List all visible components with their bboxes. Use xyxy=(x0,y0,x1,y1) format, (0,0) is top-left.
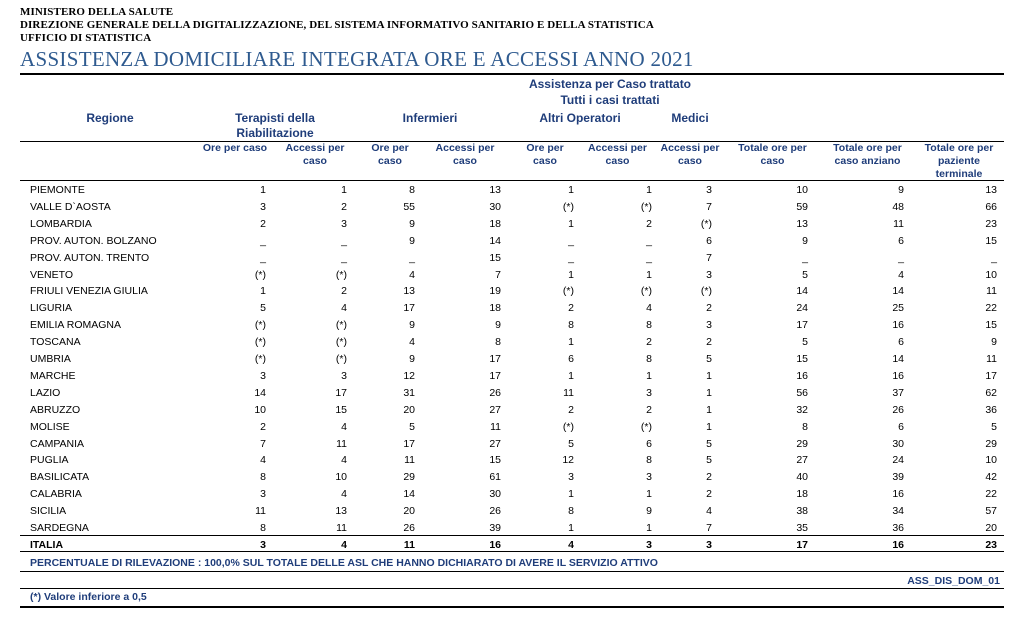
region-name: TOSCANA xyxy=(30,336,81,349)
table-cell: 26 xyxy=(403,522,415,534)
table-cell: 6 xyxy=(706,234,712,247)
table-cell: 15 xyxy=(985,319,997,332)
table-cell: 1 xyxy=(646,268,652,281)
table-cell: 10 xyxy=(985,454,997,467)
table-cell: 22 xyxy=(985,302,997,315)
table-row xyxy=(20,334,1004,351)
region-name: PROV. AUTON. TRENTO xyxy=(30,251,150,264)
table-cell: 17 xyxy=(403,302,415,315)
table-cell: 16 xyxy=(796,369,808,382)
table-row xyxy=(20,351,1004,368)
region-name: BASILICATA xyxy=(30,471,90,484)
table-cell: _ xyxy=(341,251,347,264)
table-cell: 14 xyxy=(489,234,501,247)
table-cell: 1 xyxy=(260,184,266,196)
colhead-rule xyxy=(20,180,1004,181)
table-cell: 26 xyxy=(489,505,501,518)
table-cell: 30 xyxy=(489,488,501,501)
table-cell: 17 xyxy=(796,319,808,332)
table-cell: 36 xyxy=(892,522,904,534)
table-cell: 2 xyxy=(706,471,712,484)
column-header: Ore per caso xyxy=(371,142,409,167)
table-cell: 10 xyxy=(254,403,266,416)
table-cell: 11 xyxy=(893,217,904,230)
total-rule-bottom xyxy=(20,551,1004,552)
table-cell: 5 xyxy=(568,437,574,450)
table-row xyxy=(20,267,1004,284)
group-altri: Altri Operatori xyxy=(539,111,621,125)
table-cell: 3 xyxy=(260,539,266,551)
table-cell: _ xyxy=(260,251,266,264)
table-cell: 24 xyxy=(892,454,904,467)
table-cell: 30 xyxy=(489,200,501,213)
table-cell: 7 xyxy=(706,251,712,264)
table-cell: 40 xyxy=(796,471,808,484)
table-cell: 3 xyxy=(706,268,712,281)
table-cell: 4 xyxy=(260,454,266,467)
table-cell: 17 xyxy=(985,369,997,382)
table-cell: 9 xyxy=(495,319,501,332)
table-row xyxy=(20,317,1004,334)
table-cell: 11 xyxy=(336,437,347,450)
table-cell: (*) xyxy=(335,319,347,332)
table-cell: _ xyxy=(646,234,652,247)
region-name: CALABRIA xyxy=(30,488,82,501)
table-row xyxy=(20,503,1004,520)
table-row xyxy=(20,486,1004,503)
table-cell: 11 xyxy=(490,420,501,433)
table-cell: 12 xyxy=(403,369,415,382)
region-name: FRIULI VENEZIA GIULIA xyxy=(30,285,148,298)
table-cell: 7 xyxy=(495,268,501,281)
region-name: ITALIA xyxy=(30,539,64,551)
region-name: PROV. AUTON. BOLZANO xyxy=(30,234,157,247)
table-cell: 7 xyxy=(260,437,266,450)
table-cell: 11 xyxy=(403,539,415,551)
table-row xyxy=(20,469,1004,486)
table-cell: 5 xyxy=(802,336,808,349)
table-cell: 2 xyxy=(646,217,652,230)
table-cell: 15 xyxy=(489,251,501,264)
table-cell: (*) xyxy=(562,420,574,433)
table-cell: 1 xyxy=(706,369,712,382)
table-cell: 20 xyxy=(403,403,415,416)
table-cell: 2 xyxy=(706,488,712,501)
ministry-name: MINISTERO DELLA SALUTE xyxy=(20,6,174,18)
table-cell: 14 xyxy=(892,285,904,298)
table-cell: 32 xyxy=(796,403,808,416)
table-cell: 39 xyxy=(892,471,904,484)
table-cell: 26 xyxy=(489,386,501,399)
table-cell: 1 xyxy=(568,522,574,534)
table-cell: (*) xyxy=(254,353,266,365)
table-cell: 3 xyxy=(706,184,712,196)
table-cell: 56 xyxy=(796,386,808,399)
table-cell: 1 xyxy=(568,268,574,281)
group-medici: Medici xyxy=(671,111,709,125)
table-cell: 2 xyxy=(706,336,712,349)
table-cell: 13 xyxy=(403,285,415,298)
table-cell: 13 xyxy=(489,184,501,196)
table-cell: 29 xyxy=(403,471,415,484)
table-cell: 55 xyxy=(403,200,415,213)
table-cell: 18 xyxy=(796,488,808,501)
table-cell: 8 xyxy=(260,471,266,484)
total-rule-top xyxy=(20,535,1004,536)
table-cell: 2 xyxy=(646,403,652,416)
table-cell: _ xyxy=(991,251,997,264)
column-header: Ore per caso xyxy=(526,142,564,167)
table-code: ASS_DIS_DOM_01 xyxy=(907,575,1000,587)
table-cell: 15 xyxy=(489,454,501,467)
table-cell: 8 xyxy=(646,454,652,467)
column-header: Totale ore per paziente terminale xyxy=(924,142,994,180)
table-cell: (*) xyxy=(640,285,652,298)
region-name: SARDEGNA xyxy=(30,522,89,534)
region-name: SICILIA xyxy=(30,505,67,518)
table-cell: 36 xyxy=(985,403,997,416)
table-cell: 20 xyxy=(403,505,415,518)
table-cell: 27 xyxy=(489,437,501,450)
table-cell: _ xyxy=(802,251,808,264)
table-cell: 1 xyxy=(568,488,574,501)
table-cell: 4 xyxy=(898,268,904,281)
column-header: Totale ore per caso xyxy=(738,142,807,167)
region-name: VALLE D`AOSTA xyxy=(30,200,111,213)
table-row xyxy=(20,233,1004,250)
table-cell: 17 xyxy=(403,437,415,450)
table-cell: (*) xyxy=(335,353,347,365)
table-cell: 26 xyxy=(892,403,904,416)
footnote: (*) Valore inferiore a 0,5 xyxy=(30,591,147,603)
table-cell: 8 xyxy=(646,319,652,332)
table-cell: 2 xyxy=(706,302,712,315)
table-cell: 17 xyxy=(796,539,808,551)
table-cell: _ xyxy=(568,234,574,247)
table-cell: 8 xyxy=(495,336,501,349)
group-title-1: Assistenza per Caso trattato xyxy=(528,77,692,91)
table-cell: 1 xyxy=(646,522,652,534)
table-cell: 12 xyxy=(562,454,574,467)
table-cell: (*) xyxy=(700,217,712,230)
table-cell: 16 xyxy=(892,539,904,551)
table-cell: 5 xyxy=(260,302,266,315)
table-cell: 9 xyxy=(898,184,904,196)
table-cell: 38 xyxy=(796,505,808,518)
table-cell: 2 xyxy=(341,285,347,298)
region-name: EMILIA ROMAGNA xyxy=(30,319,122,332)
region-name: LAZIO xyxy=(30,386,61,399)
table-cell: 10 xyxy=(985,268,997,281)
table-cell: 8 xyxy=(802,420,808,433)
table-cell: 16 xyxy=(892,488,904,501)
table-cell: 2 xyxy=(568,302,574,315)
table-cell: 1 xyxy=(260,285,266,298)
table-cell: (*) xyxy=(640,420,652,433)
region-name: PUGLIA xyxy=(30,454,69,467)
table-cell: 5 xyxy=(409,420,415,433)
table-cell: 8 xyxy=(260,522,266,534)
table-cell: 3 xyxy=(646,539,652,551)
table-cell: 8 xyxy=(568,319,574,332)
table-cell: 3 xyxy=(260,369,266,382)
table-cell: 14 xyxy=(892,353,904,365)
table-cell: _ xyxy=(409,251,415,264)
table-cell: 8 xyxy=(646,353,652,365)
table-cell: 22 xyxy=(985,488,997,501)
table-cell: 17 xyxy=(335,386,347,399)
column-header: Accessi per caso xyxy=(285,142,345,167)
table-cell: 2 xyxy=(260,217,266,230)
table-cell: 17 xyxy=(489,369,501,382)
table-cell: 18 xyxy=(489,302,501,315)
table-cell: 7 xyxy=(706,522,712,534)
table-cell: 1 xyxy=(568,217,574,230)
table-cell: 6 xyxy=(898,336,904,349)
table-cell: 4 xyxy=(409,336,415,349)
group-terapisti: Terapisti della Riabilitazione xyxy=(235,111,315,140)
table-row xyxy=(20,300,1004,317)
column-header: Accessi per caso xyxy=(660,142,720,167)
table-cell: 16 xyxy=(892,369,904,382)
region-name: LIGURIA xyxy=(30,302,73,315)
table-cell: 5 xyxy=(706,353,712,365)
table-cell: _ xyxy=(646,251,652,264)
footer-rule-1 xyxy=(20,571,1004,572)
table-cell: 4 xyxy=(409,268,415,281)
table-cell: 10 xyxy=(335,471,347,484)
table-cell: 11 xyxy=(336,522,347,534)
table-cell: 1 xyxy=(646,488,652,501)
table-cell: 3 xyxy=(646,386,652,399)
table-cell: 23 xyxy=(985,539,997,551)
table-cell: _ xyxy=(568,251,574,264)
table-cell: 17 xyxy=(489,353,501,365)
table-cell: 15 xyxy=(335,403,347,416)
region-name: UMBRIA xyxy=(30,353,71,365)
table-cell: 29 xyxy=(796,437,808,450)
region-name: MOLISE xyxy=(30,420,70,433)
table-cell: 4 xyxy=(341,539,347,551)
table-row xyxy=(20,283,1004,300)
table-cell: 6 xyxy=(568,353,574,365)
table-cell: (*) xyxy=(335,268,347,281)
table-cell: 6 xyxy=(898,420,904,433)
table-cell: 1 xyxy=(706,386,712,399)
table-cell: 9 xyxy=(802,234,808,247)
table-cell: 23 xyxy=(985,217,997,230)
table-cell: 7 xyxy=(706,200,712,213)
table-cell: 24 xyxy=(796,302,808,315)
table-cell: 15 xyxy=(985,234,997,247)
table-cell: 9 xyxy=(646,505,652,518)
table-cell: 1 xyxy=(706,420,712,433)
table-cell: 3 xyxy=(706,319,712,332)
table-cell: 14 xyxy=(403,488,415,501)
table-cell: 19 xyxy=(489,285,501,298)
table-cell: 4 xyxy=(341,420,347,433)
column-header: Accessi per caso xyxy=(588,142,647,167)
table-row xyxy=(20,436,1004,453)
table-cell: 14 xyxy=(796,285,808,298)
table-row xyxy=(20,452,1004,469)
group-infermieri: Infermieri xyxy=(402,111,458,125)
region-name: VENETO xyxy=(30,268,73,281)
region-name: LOMBARDIA xyxy=(30,217,92,230)
table-cell: 11 xyxy=(986,353,997,365)
table-cell: (*) xyxy=(562,285,574,298)
table-cell: 59 xyxy=(796,200,808,213)
table-row xyxy=(20,199,1004,216)
table-cell: 9 xyxy=(991,336,997,349)
table-cell: 2 xyxy=(260,420,266,433)
table-cell: 10 xyxy=(796,184,808,196)
page-title: ASSISTENZA DOMICILIARE INTEGRATA ORE E ACCESSI ANNO 2021 xyxy=(20,47,694,71)
group-title-2: Tutti i casi trattati xyxy=(560,93,660,107)
footer-rule-2 xyxy=(20,588,1004,589)
table-cell: 20 xyxy=(985,522,997,534)
table-row xyxy=(20,250,1004,267)
table-cell: 2 xyxy=(568,403,574,416)
table-cell: 9 xyxy=(409,217,415,230)
table-cell: 3 xyxy=(568,471,574,484)
table-cell: (*) xyxy=(254,319,266,332)
table-cell: 11 xyxy=(986,285,997,298)
table-cell: 11 xyxy=(563,386,574,399)
table-cell: (*) xyxy=(254,268,266,281)
table-cell: 27 xyxy=(489,403,501,416)
table-cell: 4 xyxy=(341,302,347,315)
table-cell: 4 xyxy=(341,454,347,467)
table-cell: 1 xyxy=(706,403,712,416)
table-cell: 27 xyxy=(796,454,808,467)
table-cell: 34 xyxy=(892,505,904,518)
table-cell: 3 xyxy=(260,488,266,501)
table-cell: (*) xyxy=(562,200,574,213)
table-cell: 13 xyxy=(985,184,997,196)
table-cell: 5 xyxy=(706,437,712,450)
table-cell: 13 xyxy=(796,217,808,230)
table-cell: 4 xyxy=(646,302,652,315)
column-header: Totale ore per caso anziano xyxy=(833,142,902,167)
table-row xyxy=(20,385,1004,402)
rilevazione-note: PERCENTUALE DI RILEVAZIONE : 100,0% SUL TOTALE DELLE ASL CHE HANNO DICHIARATO DI AVERE IL SERVIZIO ATTIVO xyxy=(30,557,658,569)
table-cell: 1 xyxy=(646,184,652,196)
table-cell: _ xyxy=(341,234,347,247)
region-name: MARCHE xyxy=(30,369,76,382)
table-cell: _ xyxy=(898,251,904,264)
table-cell: 3 xyxy=(341,217,347,230)
region-name: CAMPANIA xyxy=(30,437,85,450)
table-cell: 2 xyxy=(341,200,347,213)
table-cell: (*) xyxy=(700,285,712,298)
table-cell: 4 xyxy=(706,505,712,518)
table-cell: 61 xyxy=(489,471,501,484)
column-header: Ore per caso xyxy=(202,142,268,154)
table-cell: 1 xyxy=(568,184,574,196)
top-rule xyxy=(20,73,1004,75)
column-header: Accessi per caso xyxy=(435,142,495,167)
table-cell: (*) xyxy=(335,336,347,349)
table-cell: 5 xyxy=(991,420,997,433)
table-cell: 11 xyxy=(404,454,415,467)
table-cell: 5 xyxy=(802,268,808,281)
table-cell: 3 xyxy=(706,539,712,551)
table-cell: 30 xyxy=(892,437,904,450)
table-cell: (*) xyxy=(640,200,652,213)
table-cell: 29 xyxy=(985,437,997,450)
table-cell: 31 xyxy=(403,386,415,399)
table-cell: 4 xyxy=(568,539,574,551)
table-cell: 15 xyxy=(796,353,808,365)
table-cell: 4 xyxy=(341,488,347,501)
table-cell: 16 xyxy=(892,319,904,332)
table-cell: (*) xyxy=(254,336,266,349)
table-cell: 18 xyxy=(489,217,501,230)
table-cell: 6 xyxy=(898,234,904,247)
directorate-name: DIREZIONE GENERALE DELLA DIGITALIZZAZIONE, DEL SISTEMA INFORMATIVO SANITARIO E DELLA STATISTICA xyxy=(20,19,654,31)
table-cell: 8 xyxy=(409,184,415,196)
table-cell: 1 xyxy=(646,369,652,382)
table-cell: 14 xyxy=(254,386,266,399)
table-row xyxy=(20,368,1004,385)
table-cell: 9 xyxy=(409,319,415,332)
office-name: UFFICIO DI STATISTICA xyxy=(20,32,152,44)
region-name: ABRUZZO xyxy=(30,403,81,416)
table-cell: 39 xyxy=(489,522,501,534)
table-cell: 37 xyxy=(892,386,904,399)
table-cell: 62 xyxy=(985,386,997,399)
table-cell: 1 xyxy=(341,184,347,196)
table-cell: 8 xyxy=(568,505,574,518)
table-cell: 9 xyxy=(409,353,415,365)
table-cell: 25 xyxy=(892,302,904,315)
table-cell: 1 xyxy=(568,369,574,382)
table-row xyxy=(20,182,1004,199)
table-cell: 66 xyxy=(985,200,997,213)
table-cell: 3 xyxy=(260,200,266,213)
table-row xyxy=(20,419,1004,436)
table-cell: 9 xyxy=(409,234,415,247)
table-cell: 1 xyxy=(568,336,574,349)
bottom-rule xyxy=(20,606,1004,608)
table-cell: 3 xyxy=(646,471,652,484)
table-cell: _ xyxy=(260,234,266,247)
table-cell: 2 xyxy=(646,336,652,349)
table-row xyxy=(20,402,1004,419)
region-header: Regione xyxy=(86,111,134,125)
table-cell: 57 xyxy=(985,505,997,518)
table-cell: 48 xyxy=(892,200,904,213)
table-cell: 13 xyxy=(335,505,347,518)
table-cell: 6 xyxy=(646,437,652,450)
region-name: PIEMONTE xyxy=(30,184,85,196)
table-cell: 35 xyxy=(796,522,808,534)
table-cell: 42 xyxy=(985,471,997,484)
table-cell: 3 xyxy=(341,369,347,382)
table-cell: 16 xyxy=(489,539,501,551)
table-cell: 5 xyxy=(706,454,712,467)
table-cell: 11 xyxy=(255,505,266,518)
table-row xyxy=(20,216,1004,233)
